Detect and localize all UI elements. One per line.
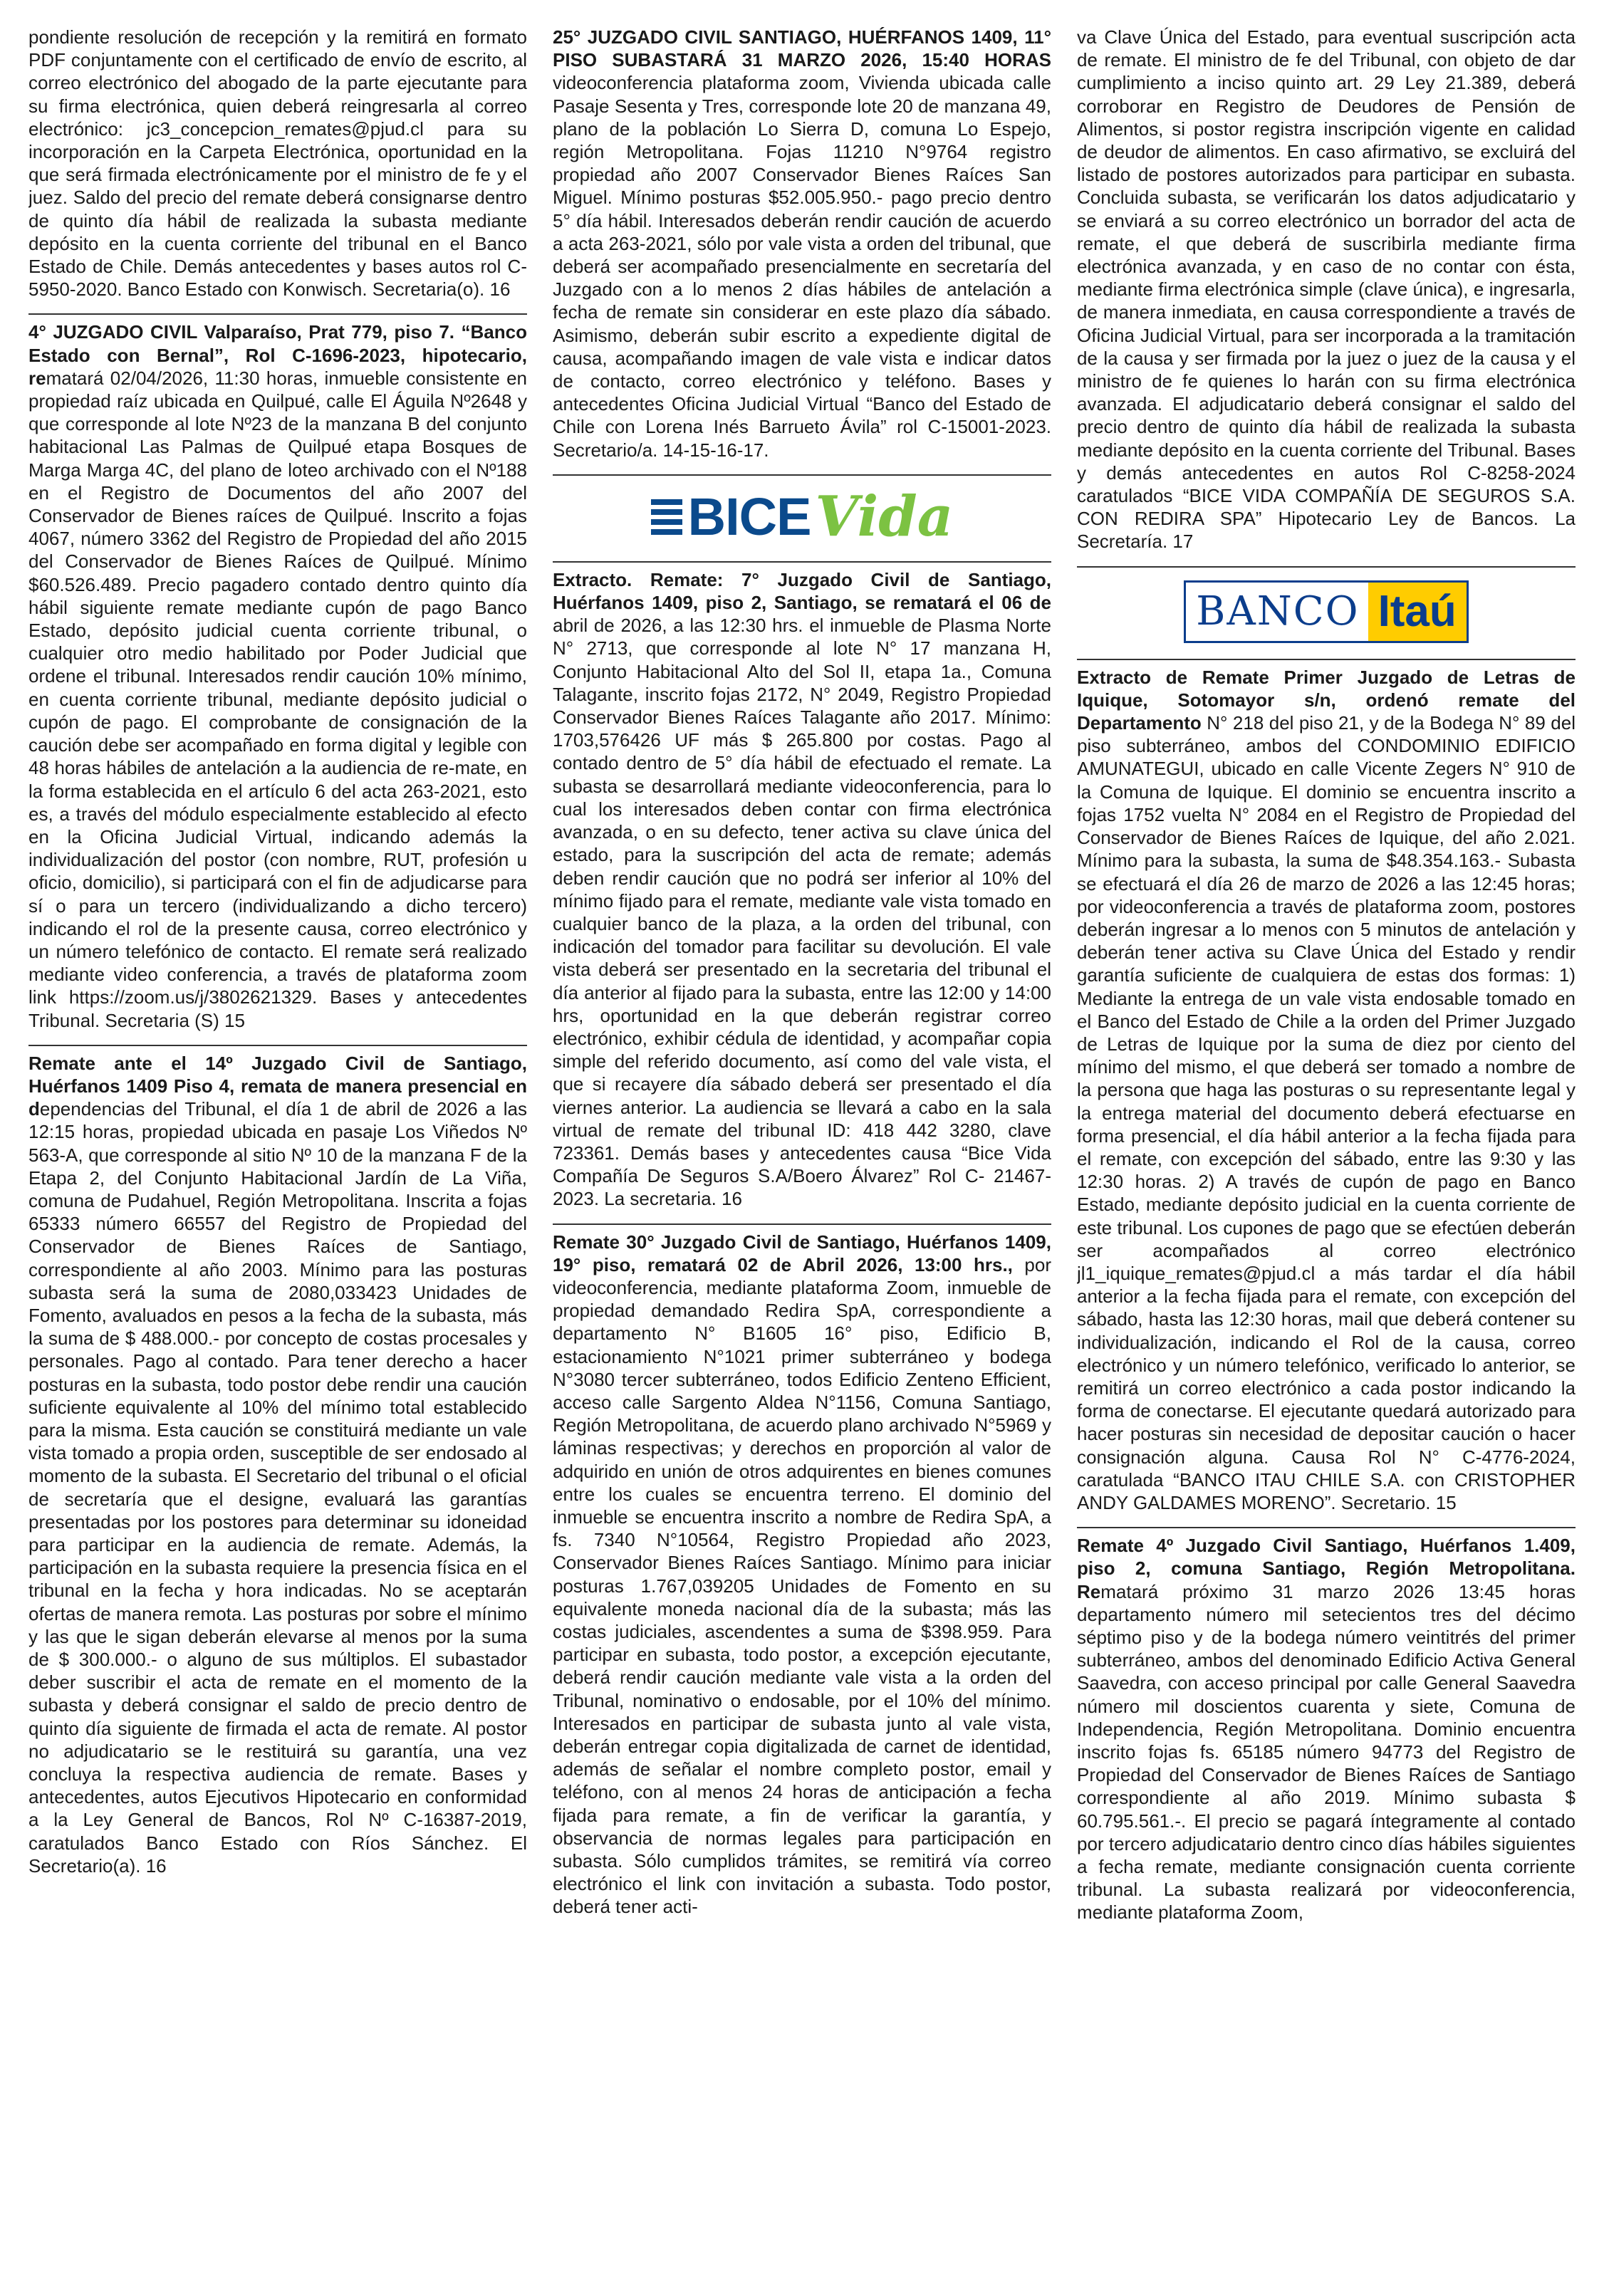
bice-vida-logo-mark (651, 483, 954, 551)
notice-body: videoconferencia plataforma zoom, Vivienda ubicada calle Pasaje Sesenta y Tres, corresponde lote 20 de manzana 49, plano de la población Lo Sierra D, comuna Lo Espejo, región Metropolitana. Fojas 11210 N°9764 registro propiedad año 2007 Conservador Bienes Raíces San Miguel. Mínimo posturas $52.005.950.- pago precio dentro 5° día hábil. Interesados deberán rendir caución de acuerdo a acta 263-2021, sólo por vale vista a orden del tribunal, que deberá ser acompañado presencialmente en secretaría del Juzgado con a lo menos 2 días hábiles de antelación a fecha de remate sin considerar en este plazo día sábado. Asimismo, deberán subir escrito a expediente digital de causa, acompañando imagen de vale vista e indicar datos de contacto, correo electrónico y teléfono. Bases y antecedentes Oficina Judicial Virtual “Banco del Estado de Chile con Lorena Inés Barrueto Ávila” rol C-15001-2023. Secretario/a. 14-15-16-17. (553, 72, 1051, 461)
vida-logo-text: Vida (815, 484, 954, 550)
notice-1-juzgado-iquique (1077, 660, 1576, 1529)
notice-25-juzgado-santiago (553, 26, 1051, 476)
notice-7-juzgado-santiago (553, 563, 1051, 1225)
banco-itau-logo-mark (1184, 580, 1469, 643)
bice-vida-logo (553, 476, 1051, 563)
bice-bars-icon (651, 499, 682, 535)
notice-14-juzgado-santiago (28, 1046, 527, 1890)
notice-heading: Remate 4º Juzgado Civil Santiago, Huérfanos 1.409, piso 2, comuna Santiago, Región Metropolitana. Re (1077, 1535, 1576, 1602)
notice-body: matará próximo 31 marzo 2026 13:45 horas departamento número mil setecientos tres del décimo séptimo piso y de la bodega número veintitrés del primer subterráneo, ambos del denominado Edificio Activa General Saavedra, con acceso principal por calle General Saavedra número mil doscientos cuarenta y siete, Comuna de Independencia, Región Metropolitana. Dominio encuentra inscrito fojas fs. 65185 número 94773 del Registro de Propiedad del Conservador de Bienes Raíces de Santiago correspondiente al año 2019. Mínimo subasta $ 60.795.561.-. El precio se pagará íntegramente al contado por tercero adjudicatario dentro cinco días hábiles siguientes a fecha remate, mediante consignación cuenta corriente tribunal. La subasta realizará por videoconferencia, mediante plataforma Zoom, (1077, 1580, 1576, 1924)
notice-heading: Remate 30° Juzgado Civil de Santiago, Huérfanos 1409, 19° piso, rematará 02 de Abril 2026, 13:00 hrs., (553, 1231, 1051, 1275)
notice-heading: Extracto. Remate: 7° Juzgado Civil de Santiago, Huérfanos 1409, piso 2, Santiago, se rematará el 06 de (553, 568, 1051, 614)
notice-heading: Remate ante el 14º Juzgado Civil de Santiago, Huérfanos 1409 Piso 4, remata de manera presencial en d (28, 1052, 527, 1120)
notice-body: abril de 2026, a las 12:30 hrs. el inmueble de Plasma Norte N° 2713, que corresponde al lote N° 17 manzana H, Conjunto Habitacional Alto del Sol II, etapa 1a., Comuna Talagante, inscrito fojas 2172, N° 2049, Registro Propiedad Conservador Bienes Raíces Talagante año 2017. Mínimo: 1703,576426 UF más $ 265.800 por costas. Pago al contado dentro de 5° día hábil de efectuado el remate. La subasta se desarrollará mediante videoconferencia, para lo cual los interesados deben contar con firma electrónica avanzada, o en su defecto, tener activa su clave única del estado, para la suscripción del acta de remate; además deben rendir caución que no podrá ser inferior al 10% del mínimo fijado para el remate, mediante vale vista tomado en cualquier banco de la plaza, a la orden del tribunal, con indicación del tomador para facilitar su devolución. El vale vista deberá ser presentado en la secretaria del tribunal el día anterior al fijado para la subasta, entre las 12:00 y 14:00 hrs, oportunidad en la que deberán registrar correo electrónico, exhibir cédula de identidad, y acompañar copia simple del referido documento, así como del vale vista, el que si recayere día sábado deberá ser presentado el día viernes anterior. La audiencia se llevará a cabo en la sala virtual de remate del tribunal ID: 418 442 3280, clave 723361. Demás bases y antecedentes causa “Bice Vida Compañía De Seguros S.A/Boero Álvarez” Rol C- 21467-2023. La secretaria. 16 (553, 615, 1051, 1210)
notice-body: ependencias del Tribunal, el día 1 de abril de 2026 a las 12:15 horas, propiedad ubicada en pasaje Los Viñedos Nº 563-A, que corresponde al sitio Nº 10 de la manzana F de la Etapa 2, del Conjunto Habitacional Jardín de La Viña, comuna de Pudahuel, Región Metropolitana. Inscrita a fojas 65333 número 66557 del Registro de Propiedad del Conservador de Bienes Raíces de Santiago, correspondiente al año 2003. Mínimo para las posturas subasta será la suma de 2080,033423 Unidades de Fomento, avaluados en pesos a la fecha de la subasta, más la suma de $ 488.000.- por concepto de costas procesales y personales. Pago al contado. Para tener derecho a hacer posturas en la subasta, todo postor debe rendir una caución suficiente equivalente al 10% del mínimo total establecido para la misma. Esta caución se constituirá mediante un vale vista tomado a propia orden, susceptible de ser endosado al momento de la subasta. El Secretario del tribunal o el oficial de secretaría que el designe, evaluará las garantías presentadas por los postores para determinar su idoneidad para participar en la audiencia de remate. Además, la participación en la subasta requiere la presencia física en el tribunal en la fecha y hora indicadas. No se aceptarán ofertas de manera remota. Las posturas por sobre el mínimo y las que le sigan deberán elevarse al menos por la suma de $ 300.000.- o alguno de sus múltiplos. El subastador deber suscribir el acta de remate en el momento de la subasta y deberá consignar el saldo de precio dentro de quinto día siguiente de firmada el acta de remate. Al postor no adjudicatario se le restituirá su garantía, una vez concluya la respectiva audiencia de remate. Bases y antecedentes, autos Ejecutivos Hipotecario en conformidad a la Ley General de Bancos, Rol Nº C-16387-2019, caratulados Banco Estado con Ríos Sánchez. El Secretario(a). 16 (28, 1098, 527, 1877)
notice-body: N° 218 del piso 21, y de la Bodega N° 89 del piso subterráneo, ambos del CONDOMINIO EDIFICIO AMUNATEGUI, ubicado en calle Vicente Zegers N° 910 de la Comuna de Iquique. El dominio se encuentra inscrito a fojas 1752 vuelta N° 2084 en el Registro de Propiedad del Conservador de Bienes Raíces de Iquique, del año 2.021. Mínimo para la subasta, la suma de $48.354.163.- Subasta se efectuará el día 26 de marzo de 2026 a las 12:45 horas; por videoconferencia a través de plataforma zoom, postores deberán ingresar a lo menos con 5 minutos de antelación y deberán tener activa su Clave Única del Estado y rendir garantía suficiente de cualquiera de estas dos formas: 1) Mediante la entrega de un vale vista endosable tomado en el Banco del Estado de Chile a la orden del Primer Juzgado de Letras de Iquique por la suma de diez por ciento del mínimo del mismo, el que deberá ser tomado a nombre de la persona que haga las posturas o su representante legal y la entrega material del documento deberá efectuarse en forma presencial, el día hábil anterior a la fecha fijada para el remate, con excepción del sábado, entre las 9:30 y las 12:30 horas. 2) A través de cupón de pago en Banco Estado, mediante depósito judicial en la cuenta corriente de este tribunal. Los cupones de pago que se efectúen deberán ser acompañados al correo electrónico jl1_iquique_remates@pjud.cl a más tardar el día hábil anterior a la fecha fijada para el remate, con excepción del sábado, hasta las 12:30 horas, mail que deberá contener su individualización, indicando el Rol de la causa, correo electrónico y un número telefónico, verificado lo anterior, se remitirá un correo electrónico a cada postor indicando la forma de conectarse. El ejecutante quedará autorizado para hacer posturas sin necesidad de depositar caución o hacer consignación alguna. Causa Rol N° C-4776-2024, caratulada “BANCO ITAU CHILE S.A. con CRISTOPHER ANDY GALDAMES MORENO”. Secretario. 15 (1077, 712, 1576, 1513)
notice-body: matará 02/04/2026, 11:30 horas, inmueble consistente en propiedad raíz ubicada en Quilpué, calle El Águila Nº2648 y que corresponde al lote Nº23 de la manzana B del conjunto habitacional Las Palmas de Quilpué etapa Bosques de Marga Marga 4C, del plano de loteo archivado con el Nº188 en el Registro de Documentos del año 2007 del Conservador de Bienes raíces de Quilpué. Inscrito a fojas 4067, número 3362 del Registro de Propiedad del año 2015 del Conservador de Bienes Raíces de Quilpué. Mínimo $60.526.489. Precio pagadero contado dentro quinto día hábil siguiente remate mediante cupón de pago Banco Estado, depósito judicial cuenta corriente tribunal, o cualquier otro medio habilitado por Poder Judicial que ordene el tribunal. Interesados rendir caución 10% mínimo, en cuenta corriente tribunal, mediante depósito judicial o cupón de pago. El comprobante de consignación de la caución debe ser acompañado en forma digital y legible con 48 horas hábiles de antelación a la audiencia de re-mate, en la forma establecida en el artículo 6 del acta 263-2021, esto es, a través del módulo especialmente establecido al efecto en la Oficina Judicial Virtual, indicando además la individualización del postor (con nombre, RUT, profesión u oficio, domicilio), si participará con el fin de adjudicarse para sí o para un tercero (individualizando a dicho tercero) indicando el rol de la presente causa, correo electrónico y un número telefónico de contacto. El remate será realizado mediante video conferencia, a través de plataforma zoom link https://zoom.us/j/3802621329. Bases y antecedentes Tribunal. Secretaria (S) 15 (28, 367, 527, 1031)
itau-logo-text: Itaú (1378, 587, 1457, 637)
notice-body: pondiente resolución de recepción y la remitirá en formato PDF conjuntamente con el certificado de envío de escrito, al correo electrónico del abogado de la parte ejecutante para su firma electrónica, quien deberá reingresarla al correo electrónico: jc3_concepcion_remates@pjud.cl para su incorporación en la Carpeta Electrónica, oportunidad en la que será firmada electrónicamente por el ministro de fe y el juez. Saldo del precio del remate deberá consignarse dentro de quinto día hábil de realizada la subasta mediante depósito en la cuenta corriente del tribunal en el Banco Estado de Chile. Demás antecedentes y bases autos rol C-5950-2020. Banco Estado con Konwisch. Secretaria(o). 16 (28, 26, 527, 301)
notice-30-juzgado-santiago (553, 1225, 1051, 1931)
notice-continuation-bice (1077, 26, 1576, 568)
column-3 (1077, 26, 1576, 2296)
itau-logo-box (1368, 583, 1467, 641)
column-2 (553, 26, 1051, 2296)
notice-heading: Extracto de Remate Primer Juzgado de Letras de Iquique, Sotomayor s/n, ordenó remate del Departamento (1077, 666, 1576, 734)
notice-4-juzgado-santiago (1077, 1528, 1576, 1936)
notice-4-juzgado-valparaiso (28, 315, 527, 1045)
banco-itau-logo (1077, 568, 1576, 660)
notice-continuation (28, 26, 527, 315)
notice-body: va Clave Única del Estado, para eventual suscripción acta de remate. El ministro de fe del Tribunal, con objeto de dar cumplimiento a inciso quinto art. 29 Ley 21.389, deberá corroborar en Registro de Deudores de Pensión de Alimentos, si postor registra inscripción vigente en calidad de deudor de alimentos. En caso afirmativo, se excluirá del listado de postores autorizados para participar en subasta. Concluida subasta, se verificarán los datos adjudicatario y se enviará a su correo electrónico un borrador del acta de remate, el que deberá de suscribirla mediante firma electrónica avanzada, y en caso de no contar con ésta, mediante firma electrónica simple (clave única), e ingresarla, de manera inmediata, en causa correspondiente a través de Oficina Judicial Virtual, para ser incorporada a la tramitación de la causa y ser firmada por la juez o juez de la causa y el ministro de fe quienes lo harán con su firma electrónica avanzada. El adjudicatario deberá consignar el saldo del precio dentro de quinto día hábil de realizada la subasta mediante depósito en la cuenta corriente del Tribunal. Bases y demás antecedentes en autos Rol C-8258-2024 caratulados “BICE VIDA COMPAÑÍA DE SEGUROS S.A. CON REDIRA SPA” Hipotecario Ley de Bancos. La Secretaría. 17 (1077, 26, 1576, 553)
columns (28, 26, 1576, 2296)
column-1 (28, 26, 527, 2296)
notice-heading: 4° JUZGADO CIVIL Valparaíso, Prat 779, piso 7. “Banco Estado con Bernal”, Rol C-1696-2023, hipotecario, re (28, 321, 527, 389)
banco-logo-text: BANCO (1196, 588, 1360, 635)
notice-heading: 25° JUZGADO CIVIL SANTIAGO, HUÉRFANOS 1409, 11° PISO SUBASTARÁ 31 MARZO 2026, 15:40 HORAS (553, 26, 1051, 71)
notice-body: por videoconferencia, mediante plataforma Zoom, inmueble de propiedad demandado Redira SpA, correspondiente a departamento N° B1605 16° piso, Edificio B, estacionamiento N°1021 primer subterráneo y bodega N°3080 tercer subterráneo, todos Edificio Zenteno Efficient, acceso calle Sargento Aldea N°1156, Comuna Santiago, Región Metropolitana, de acuerdo plano archivado N°5969 y láminas respectivas; y derechos en proporción al valor de adquirido en unión de otros adquirentes en bienes comunes entre los cuales se encuentra terreno. El dominio del inmueble se encuentra inscrito a nombre de Redira SpA, a fs. 7340 N°10564, Registro Propiedad año 2023, Conservador Bienes Raíces Santiago. Mínimo para iniciar posturas 1.767,039205 Unidades de Fomento en su equivalente moneda nacional día de la subasta; más las costas judiciales, ascendentes a suma de $398.959. Para participar en subasta, todo postor, a excepción ejecutante, deberá rendir caución mediante vale vista a la orden del Tribunal, nominativo o endosable, por el 10% del mínimo. Interesados en participar de subasta junto al vale vista, deberán entregar copia digitalizada de carnet de identidad, además de señalar el nombre completo postor, email y teléfono, con al menos 24 horas de anticipación a fecha fijada para remate, a fin de verificar la garantía, y observancia de normas legales para participación en subasta. Sólo cumplidos trámites, se remitirá vía correo electrónico el link con invitación a subasta. Todo postor, deberá tener acti- (553, 1253, 1051, 1918)
bice-logo-text: BICE (687, 487, 811, 547)
